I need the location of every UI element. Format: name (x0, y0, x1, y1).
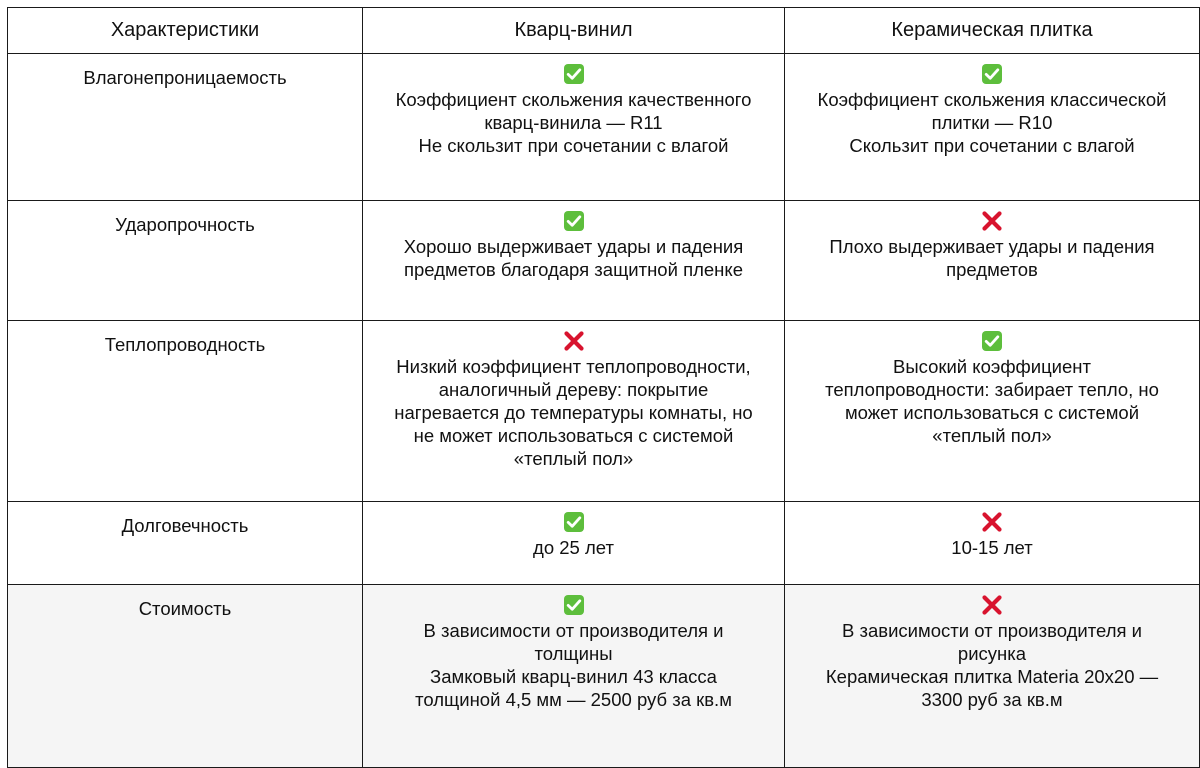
cell-ceramic-tile (785, 54, 1200, 201)
cell-quartz-vinyl (363, 201, 785, 321)
check-mark-icon (981, 63, 1003, 85)
cross-mark-icon (981, 594, 1003, 616)
check-mark-icon (981, 330, 1003, 352)
cell-text-line: Плохо выдерживает удары и падения (829, 236, 1155, 257)
cross-mark-icon (981, 210, 1003, 232)
cell-text-line: предметов (946, 259, 1038, 280)
cell-quartz-vinyl (363, 54, 785, 201)
cell-text-line: толщиной 4,5 мм — 2500 руб за кв.м (415, 689, 732, 710)
table-row (8, 54, 1200, 201)
cell-text-line: Коэффициент скольжения классической (817, 89, 1167, 110)
cell-text-line: Хорошо выдерживает удары и падения (403, 236, 744, 257)
cell-ceramic-tile (785, 201, 1200, 321)
header-row (8, 8, 1200, 54)
cell-text-line: теплопроводности: забирает тепло, но (825, 379, 1159, 400)
cell-text-line: «теплый пол» (513, 448, 634, 469)
cell-text-line: рисунка (957, 643, 1027, 664)
cross-mark-icon (981, 511, 1003, 533)
table-row (8, 585, 1200, 768)
cell-text-line: может использоваться с системой (844, 402, 1140, 423)
header-quartz-vinyl: Кварц-винил (363, 8, 785, 54)
cell-text-line: нагревается до температуры комнаты, но (394, 402, 753, 423)
cross-mark-icon (563, 330, 585, 352)
header-ceramic-tile: Керамическая плитка (785, 8, 1200, 54)
cell-text-line: Низкий коэффициент теплопроводности, (396, 356, 751, 377)
characteristic-label: Долговечность (8, 502, 363, 585)
characteristic-label: Стоимость (8, 585, 363, 768)
cell-text-line: 3300 руб за кв.м (921, 689, 1063, 710)
check-mark-icon (563, 63, 585, 85)
cell-text-line: 10-15 лет (951, 537, 1033, 558)
check-mark-icon (563, 511, 585, 533)
cell-text-line: плитки — R10 (931, 112, 1053, 133)
cell-text-line: не может использоваться с системой (413, 425, 734, 446)
cell-ceramic-tile (785, 321, 1200, 502)
cell-text-line: кварц-винила — R11 (484, 112, 663, 133)
cell-text-line: «теплый пол» (932, 425, 1052, 446)
cell-text-line: до 25 лет (533, 537, 614, 558)
cell-quartz-vinyl (363, 585, 785, 768)
cell-text-line: аналогичный дереву: покрытие (438, 379, 709, 400)
cell-text-line: Керамическая плитка Materia 20x20 — (825, 666, 1159, 687)
cell-text-line: Не скользит при сочетании с влагой (418, 135, 729, 156)
comparison-table (7, 7, 1200, 768)
cell-text-line: толщины (534, 643, 613, 664)
characteristic-label: Ударопрочность (8, 201, 363, 321)
cell-text-line: Скользит при сочетании с влагой (849, 135, 1135, 156)
cell-text-line: В зависимости от производителя и (423, 620, 724, 641)
table-row (8, 502, 1200, 585)
cell-quartz-vinyl (363, 502, 785, 585)
header-characteristics: Характеристики (8, 8, 363, 54)
table-row (8, 201, 1200, 321)
cell-text-line: Замковый кварц-винил 43 класса (430, 666, 717, 687)
cell-text-line: В зависимости от производителя и (842, 620, 1142, 641)
check-mark-icon (563, 594, 585, 616)
cell-text-line: предметов благодаря защитной пленке (404, 259, 743, 280)
cell-ceramic-tile (785, 502, 1200, 585)
check-mark-icon (563, 210, 585, 232)
cell-ceramic-tile (785, 585, 1200, 768)
characteristic-label: Влагонепроницаемость (8, 54, 363, 201)
cell-text-line: Высокий коэффициент (893, 356, 1091, 377)
cell-quartz-vinyl (363, 321, 785, 502)
characteristic-label: Теплопроводность (8, 321, 363, 502)
table-row (8, 321, 1200, 502)
cell-text-line: Коэффициент скольжения качественного (395, 89, 752, 110)
